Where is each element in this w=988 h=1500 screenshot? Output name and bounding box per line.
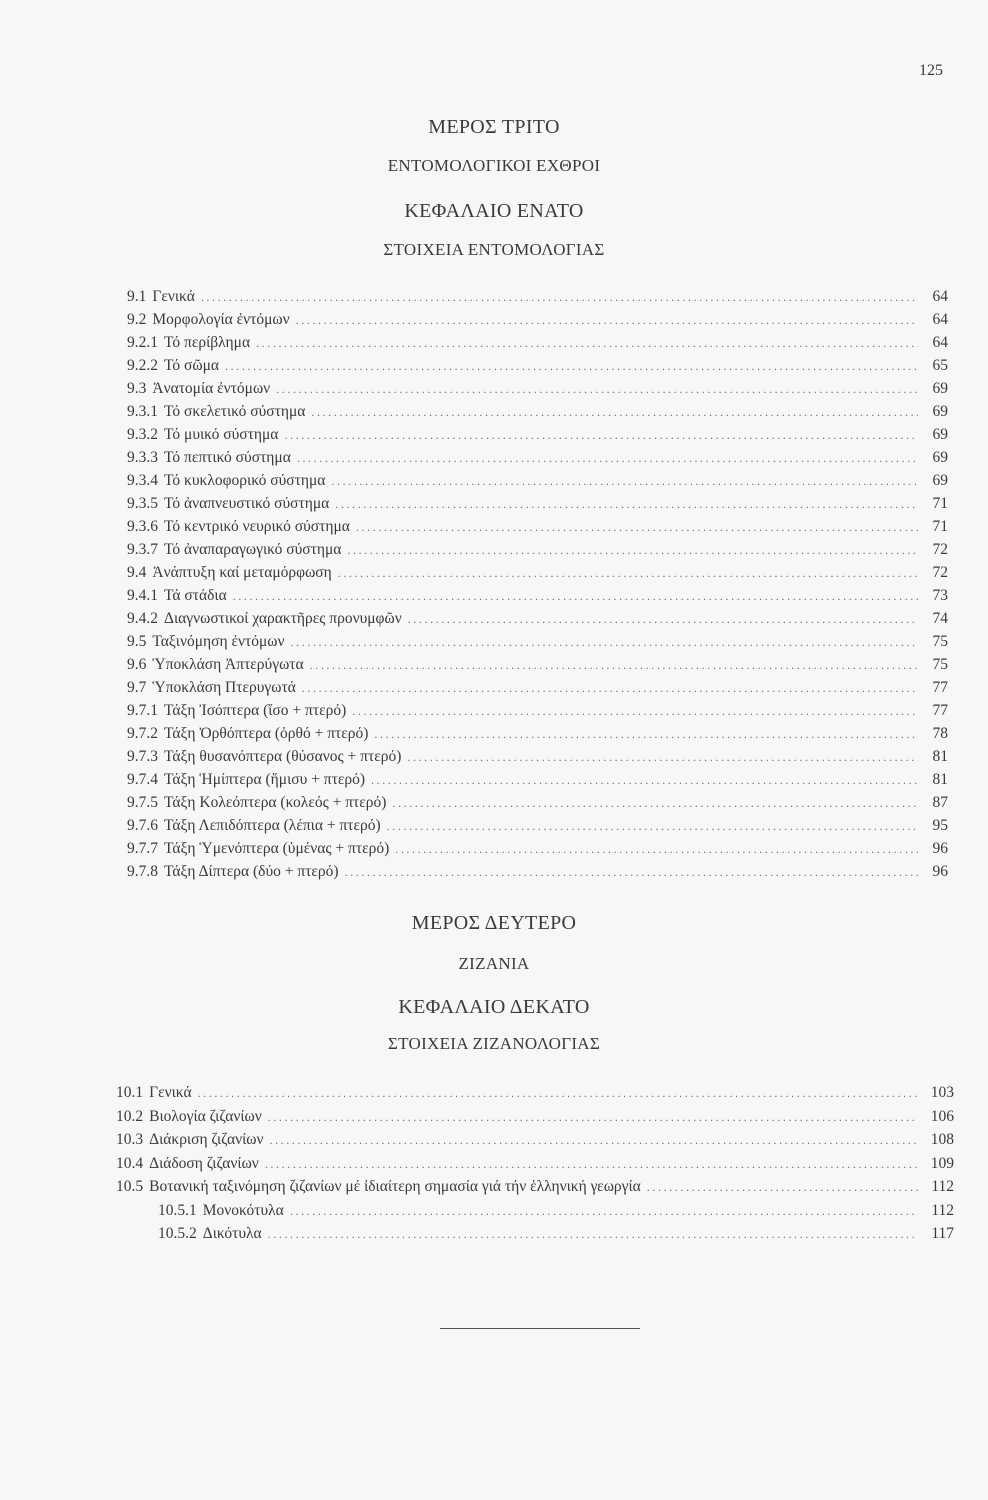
toc-entry: [158, 1224, 954, 1244]
toc-entry-page: 64: [932, 288, 948, 305]
toc-entry-number: 9.7.6: [127, 817, 158, 834]
toc-entry-title: Τό σῶμα: [164, 357, 220, 374]
toc-dot-leader: [408, 609, 918, 629]
toc-dot-leader: [331, 471, 918, 491]
toc-entry: [127, 402, 948, 422]
toc-entry: [127, 356, 948, 376]
toc-dot-leader: [387, 816, 918, 836]
toc-entry-page: 69: [932, 380, 948, 397]
toc-entry-title: Τό σκελετικό σύστημα: [164, 403, 306, 420]
toc-entry-page: 106: [930, 1107, 954, 1125]
toc-entry-title: Ταξινόμηση ἐντόμων: [152, 633, 285, 650]
toc-entry-number: 9.7.1: [127, 702, 158, 719]
toc-dot-leader: [338, 563, 918, 583]
toc-entry-title: Τό περίβλημα: [164, 334, 251, 351]
chapter-nine-title: ΚΕΦΑΛΑΙΟ ΕΝΑΤΟ: [404, 200, 584, 222]
toc-entry-number: 9.3.7: [127, 541, 158, 558]
toc-entry: [127, 632, 948, 652]
toc-entry-page: 69: [932, 449, 948, 466]
toc-entry: [127, 816, 948, 836]
toc-entry-number: 9.3.3: [127, 449, 158, 466]
toc-dot-leader: [256, 333, 918, 353]
toc-entry-number: 10.3: [116, 1131, 144, 1148]
toc-entry-number: 9.7.2: [127, 725, 158, 742]
toc-entry-title: Γενικά: [152, 288, 195, 305]
toc-entry: [127, 540, 948, 560]
toc-entry-page: 74: [932, 610, 948, 627]
toc-entry-number: 9.7.3: [127, 748, 158, 765]
toc-entry-title: Τάξη Ὑμενόπτερα (ὑμένας + πτερό): [164, 840, 390, 857]
toc-entry-page: 87: [932, 794, 948, 811]
toc-entry-page: 78: [932, 725, 948, 742]
toc-entry-page: 75: [932, 656, 948, 673]
toc-dot-leader: [225, 356, 918, 376]
toc-entry-page: 109: [930, 1154, 954, 1172]
toc-entry: [127, 655, 948, 675]
toc-entry-number: 9.4: [127, 564, 147, 581]
toc-entry-page: 64: [932, 334, 948, 351]
toc-entry-number: 9.7: [127, 679, 147, 696]
toc-entry: [127, 448, 948, 468]
toc-dot-leader: [302, 678, 918, 698]
toc-entry-number: 9.3.5: [127, 495, 158, 512]
toc-entry-number: 10.5.1: [158, 1201, 197, 1219]
toc-entry-title: Γενικά: [149, 1084, 192, 1101]
toc-entry: [127, 862, 948, 882]
toc-entry-title: Μορφολογία ἐντόμων: [152, 311, 290, 328]
part-three-subtitle: ΕΝΤΟΜΟΛΟΓΙΚΟΙ ΕΧΘΡΟΙ: [387, 156, 601, 175]
toc-entry-number: 9.6: [127, 656, 147, 673]
toc-entry-page: 81: [932, 748, 948, 765]
toc-entry-title: Τά στάδια: [164, 587, 227, 604]
toc-entry-page: 77: [932, 702, 948, 719]
toc-entry-page: 96: [932, 863, 948, 880]
toc-entry-number: 9.3.6: [127, 518, 158, 535]
part-two-subtitle: ΖΙΖΑΝΙΑ: [458, 954, 530, 973]
toc-entry-page: 71: [932, 495, 948, 512]
toc-entry: [127, 609, 948, 629]
toc-entry: [127, 724, 948, 744]
toc-entry: [127, 379, 948, 399]
toc-entry-title: Βοτανική ταξινόμηση ζιζανίων μέ ἰδιαίτερη σημασία γιά τήν ἑλληνική γεωργία: [149, 1178, 641, 1195]
toc-entry-title: Τάξη Ἡμίπτερα (ἥμισυ + πτερό): [164, 771, 365, 788]
toc-dot-leader: [374, 724, 918, 744]
toc-entry-page: 103: [930, 1084, 954, 1101]
toc-entry-number: 9.1: [127, 288, 147, 305]
toc-entry-number: 9.7.4: [127, 771, 158, 788]
toc-dot-leader: [268, 1107, 918, 1127]
toc-dot-leader: [296, 310, 918, 330]
toc-entry-number: 9.3.1: [127, 403, 158, 420]
toc-dot-leader: [347, 540, 918, 560]
toc-entry-page: 112: [931, 1178, 954, 1195]
toc-entry-page: 112: [931, 1201, 954, 1219]
toc-entry: [127, 839, 948, 859]
toc-dot-leader: [407, 747, 918, 767]
toc-entry: [158, 1201, 954, 1221]
toc-entry-title: Τό κεντρικό νευρικό σύστημα: [164, 518, 350, 535]
toc-entry-page: 69: [932, 426, 948, 443]
toc-entry-page: 77: [932, 679, 948, 696]
toc-dot-leader: [265, 1154, 918, 1174]
toc-entry-title: Ὑποκλάση Ἀπτερύγωτα: [152, 656, 304, 673]
toc-dot-leader: [356, 517, 918, 537]
toc-entry-number: 10.2: [116, 1107, 144, 1125]
toc-entry: [116, 1107, 954, 1127]
toc-entry-number: 9.5: [127, 633, 147, 650]
toc-entry-number: 10.5.2: [158, 1225, 197, 1242]
toc-entry-page: 69: [932, 472, 948, 489]
toc-entry: [127, 793, 948, 813]
toc-entry-title: Τάξη Ὀρθόπτερα (ὀρθό + πτερό): [164, 725, 369, 742]
toc-entry-title: Μονοκότυλα: [202, 1201, 284, 1219]
toc-entry-number: 10.4: [116, 1154, 144, 1172]
end-rule: [440, 1328, 640, 1329]
chapter-ten-subtitle: ΣΤΟΙΧΕΙΑ ΖΙΖΑΝΟΛΟΓΙΑΣ: [387, 1034, 601, 1053]
toc-entry-page: 95: [932, 817, 948, 834]
toc-entry-title: Βιολογία ζιζανίων: [149, 1107, 262, 1125]
toc-entry-title: Ὑποκλάση Πτερυγωτά: [152, 679, 296, 696]
toc-entry-number: 9.2.2: [127, 357, 158, 374]
toc-entry-number: 10.1: [116, 1084, 144, 1101]
toc-dot-leader: [291, 632, 918, 652]
part-two-title: ΜΕΡΟΣ ΔΕΥΤΕΡΟ: [411, 912, 577, 934]
toc-entry-title: Διαγνωστικοί χαρακτῆρες προνυμφῶν: [164, 610, 402, 627]
toc-entry: [127, 517, 948, 537]
page-number: 125: [919, 62, 943, 79]
toc-entry-title: Δικότυλα: [202, 1225, 262, 1242]
toc-entry-page: 65: [932, 357, 948, 374]
toc-entry-title: Ἀνάπτυξη καί μεταμόρφωση: [152, 564, 332, 581]
toc-entry-number: 9.7.7: [127, 840, 158, 857]
toc-entry-title: Τάξη Ἰσόπτερα (ἴσο + πτερό): [164, 702, 347, 719]
toc-dot-leader: [268, 1224, 918, 1244]
toc-entry: [127, 678, 948, 698]
toc-entry-title: Διάδοση ζιζανίων: [149, 1154, 259, 1172]
toc-entry-page: 73: [932, 587, 948, 604]
part-three-title: ΜΕΡΟΣ ΤΡΙΤΟ: [428, 116, 560, 138]
toc-entry-page: 72: [932, 541, 948, 558]
toc-entry: [127, 701, 948, 721]
toc-entry-number: 9.7.5: [127, 794, 158, 811]
toc-entry-title: Τάξη Κολεόπτερα (κολεός + πτερό): [164, 794, 387, 811]
toc-entry-title: Τάξη θυσανόπτερα (θύσανος + πτερό): [164, 748, 402, 765]
toc-entry: [127, 494, 948, 514]
toc-entry-page: 69: [932, 403, 948, 420]
toc-entry-number: 9.3.4: [127, 472, 158, 489]
toc-dot-leader: [335, 494, 918, 514]
toc-entry-number: 9.4.1: [127, 587, 158, 604]
toc-entry-number: 9.7.8: [127, 863, 158, 880]
toc-entry: [116, 1083, 954, 1103]
toc-entry-page: 81: [932, 771, 948, 788]
toc-entry-title: Τάξη Λεπιδόπτερα (λέπια + πτερό): [164, 817, 381, 834]
toc-entry-page: 108: [930, 1131, 954, 1148]
toc-entry: [127, 310, 948, 330]
toc-entry: [127, 287, 948, 307]
toc-dot-leader: [395, 839, 918, 859]
toc-dot-leader: [310, 655, 918, 675]
toc-dot-leader: [647, 1177, 918, 1197]
toc-entry: [127, 425, 948, 445]
chapter-nine-subtitle: ΣΤΟΙΧΕΙΑ ΕΝΤΟΜΟΛΟΓΙΑΣ: [383, 240, 605, 259]
chapter-ten-title: ΚΕΦΑΛΑΙΟ ΔΕΚΑΤΟ: [398, 996, 590, 1018]
toc-entry-title: Τό μυικό σύστημα: [164, 426, 279, 443]
toc-entry-page: 117: [931, 1225, 954, 1242]
toc-entry: [127, 471, 948, 491]
toc-entry-title: Τάξη Δίπτερα (δύο + πτερό): [164, 863, 339, 880]
toc-dot-leader: [198, 1083, 918, 1103]
toc-dot-leader: [345, 862, 918, 882]
toc-entry: [116, 1154, 954, 1174]
toc-dot-leader: [269, 1130, 918, 1150]
toc-entry-title: Τό κυκλοφορικό σύστημα: [164, 472, 326, 489]
toc-dot-leader: [284, 425, 918, 445]
toc-entry-title: Τό ἀναπνευστικό σύστημα: [164, 495, 330, 512]
toc-dot-leader: [290, 1201, 918, 1221]
toc-entry-number: 10.5: [116, 1178, 144, 1195]
toc-entry: [127, 770, 948, 790]
toc-entry-number: 9.2: [127, 311, 147, 328]
toc-entry-number: 9.4.2: [127, 610, 158, 627]
toc-entry-page: 72: [932, 564, 948, 581]
toc-dot-leader: [201, 287, 918, 307]
toc-entry-page: 64: [932, 311, 948, 328]
toc-entry-number: 9.2.1: [127, 334, 158, 351]
toc-entry-page: 96: [932, 840, 948, 857]
toc-dot-leader: [297, 448, 918, 468]
toc-entry: [127, 563, 948, 583]
toc-entry-number: 9.3: [127, 380, 147, 397]
toc-entry: [127, 586, 948, 606]
toc-entry-title: Τό πεπτικό σύστημα: [164, 449, 291, 466]
toc-entry-page: 75: [932, 633, 948, 650]
toc-entry-title: Διάκριση ζιζανίων: [149, 1131, 264, 1148]
toc-dot-leader: [371, 770, 918, 790]
toc-dot-leader: [233, 586, 918, 606]
toc-entry: [127, 747, 948, 767]
toc-dot-leader: [392, 793, 918, 813]
toc-dot-leader: [311, 402, 918, 422]
toc-dot-leader: [352, 701, 918, 721]
toc-entry: [116, 1177, 954, 1197]
toc-entry-title: Τό ἀναπαραγωγικό σύστημα: [164, 541, 342, 558]
toc-entry: [116, 1130, 954, 1150]
toc-entry-page: 71: [932, 518, 948, 535]
toc-dot-leader: [276, 379, 918, 399]
toc-entry: [127, 333, 948, 353]
toc-entry-title: Ἀνατομία ἐντόμων: [152, 380, 271, 397]
toc-entry-number: 9.3.2: [127, 426, 158, 443]
